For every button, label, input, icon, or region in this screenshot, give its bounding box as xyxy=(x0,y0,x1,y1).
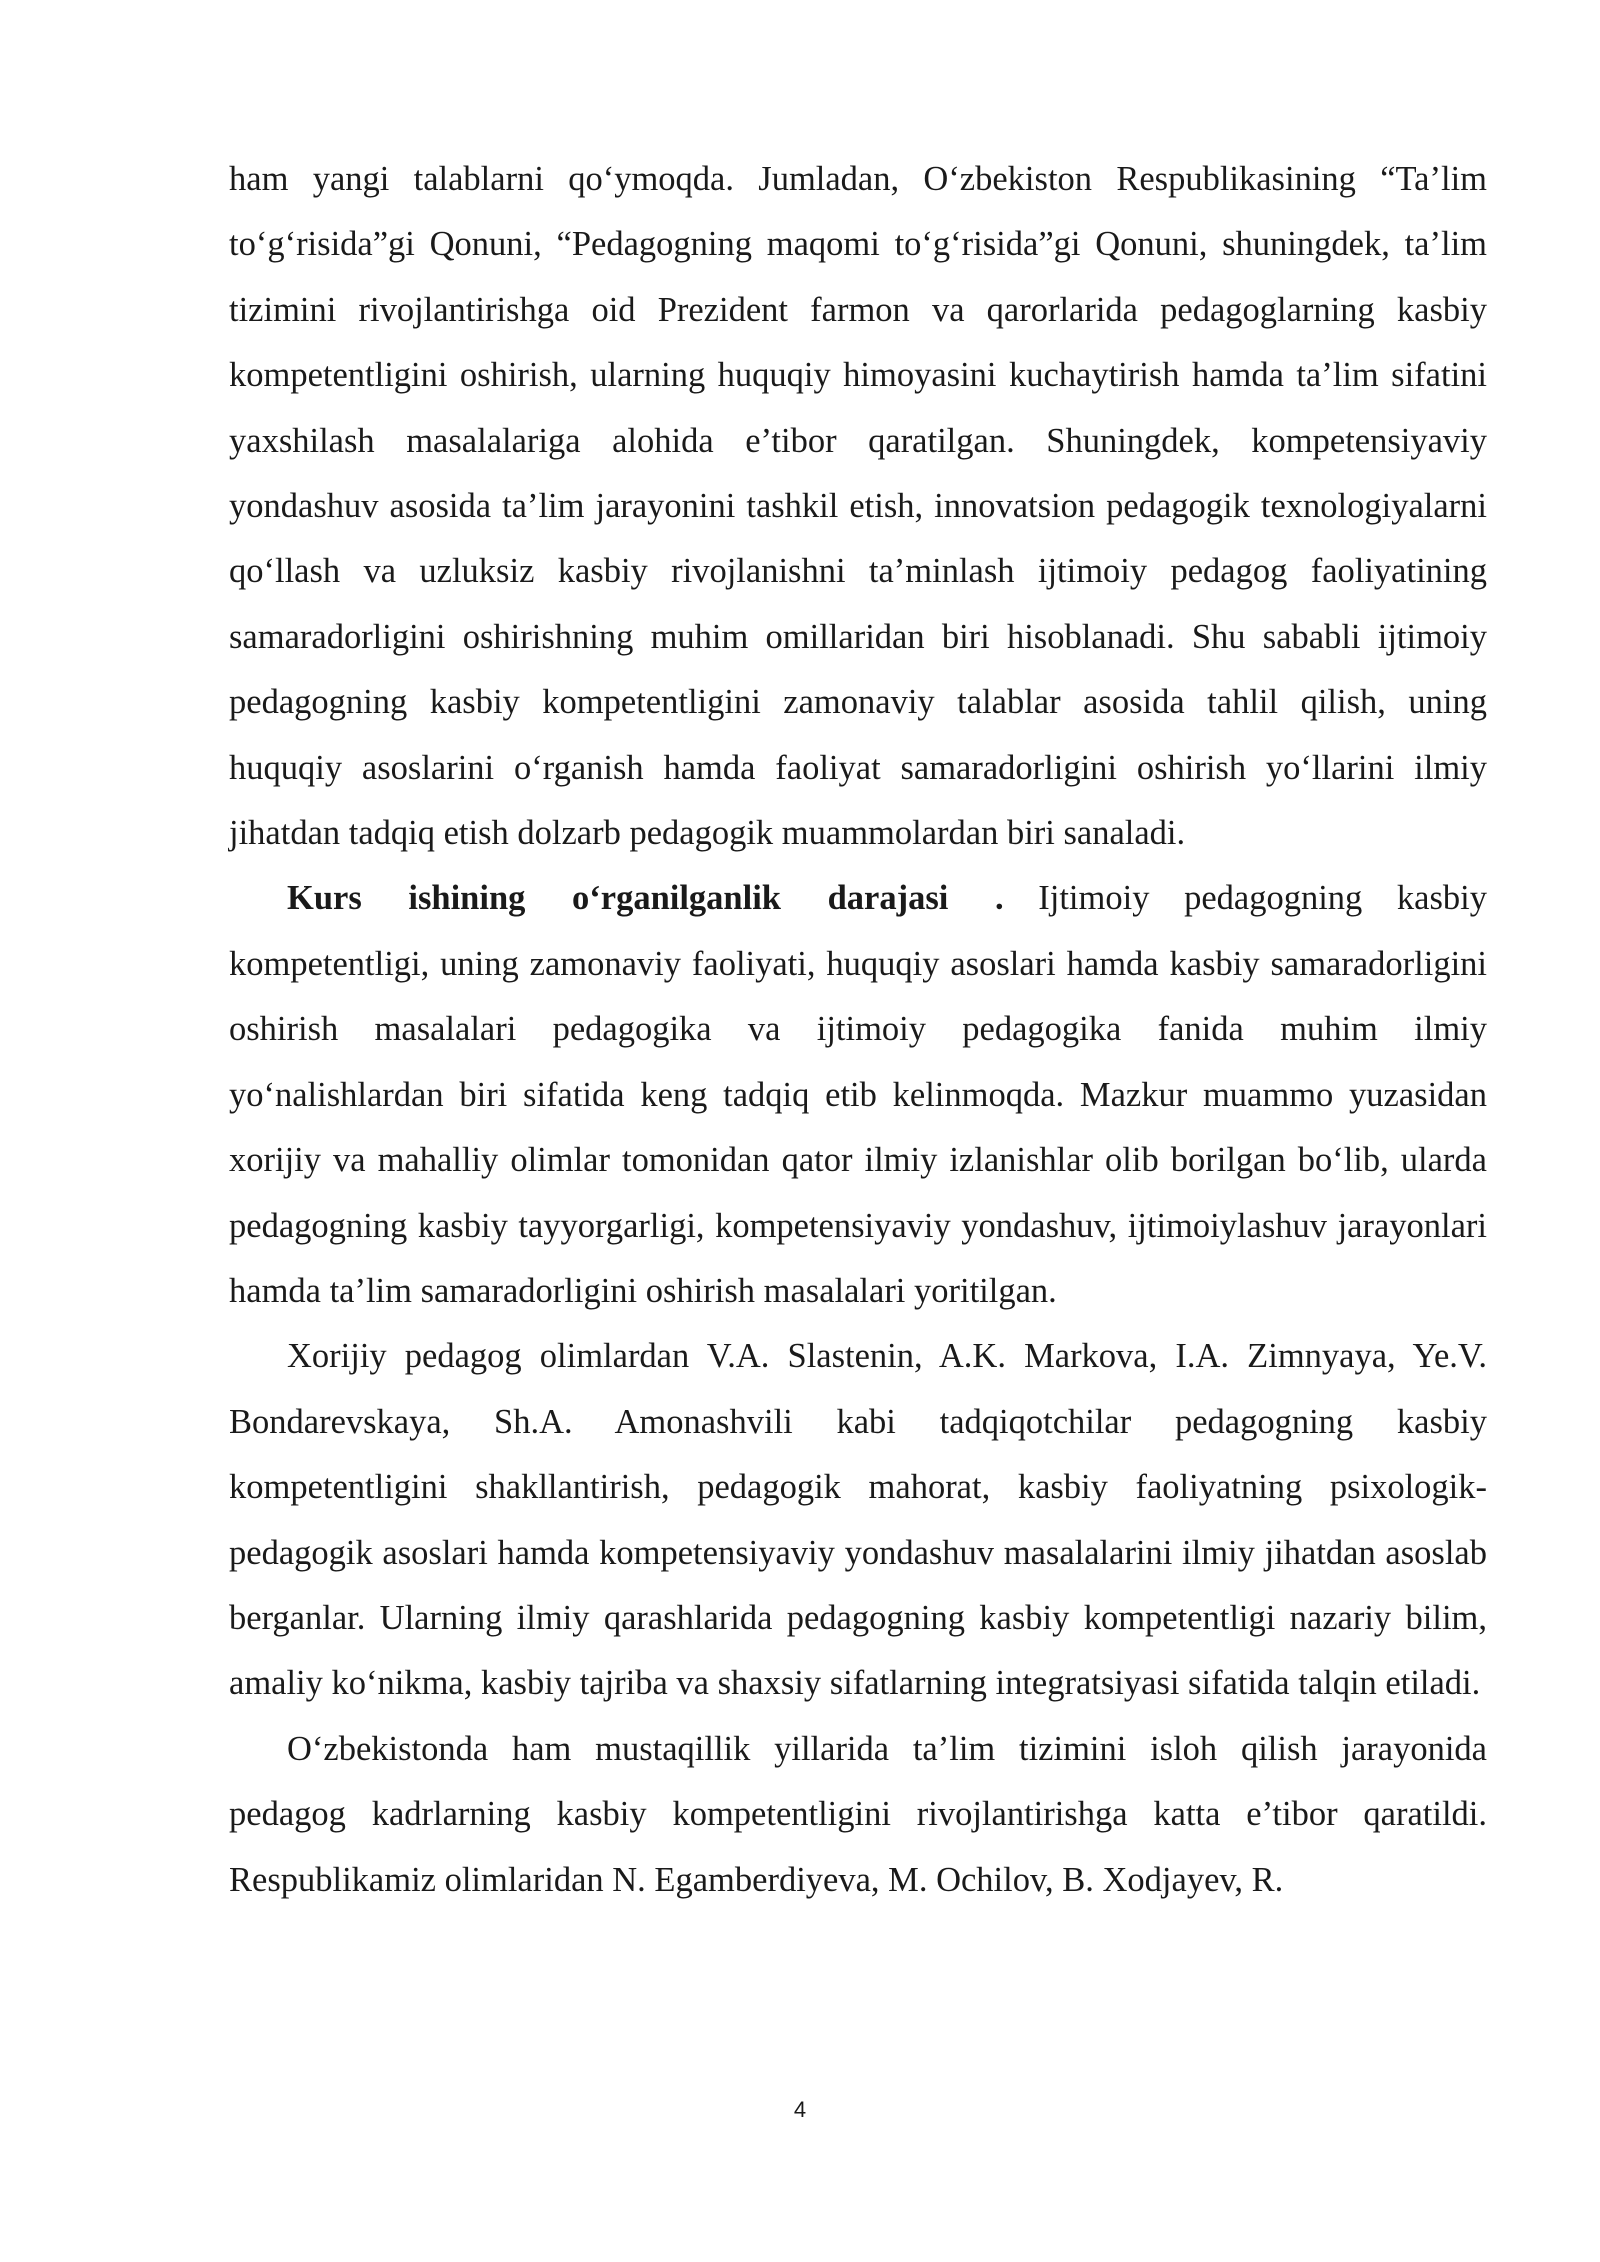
paragraph-study-level-body: Ijtimoiy pedagogning kasbiy kompetentligi, uning zamonaviy faoliyati, huquqiy asoslari hamda kasbiy samaradorligini oshirish masalalari pedagogika va ijtimoiy pedagogika fanida muhim ilmiy yo‘nalishlardan biri sifatida keng tadqiq etib kelinmoqda. Mazkur muammo yuzasidan xorijiy va mahalliy olimlar tomonidan qator ilmiy izlanishlar olib borilgan bo‘lib, ularda pedagogning kasbiy tayyorgarligi, kompetensiyaviy yondashuv, ijtimoiylashuv jarayonlari hamda ta’lim samaradorligini oshirish masalalari yoritilgan. xyxy=(229,879,1487,1310)
section-heading-inline: Kurs ishining o‘rganilganlik darajasi . xyxy=(287,879,1004,918)
document-body xyxy=(229,147,1487,1913)
paragraph-uzbek-scholars: O‘zbekistonda ham mustaqillik yillarida ta’lim tizimini isloh qilish jarayonida pedagog kadrlarning kasbiy kompetentligini rivojlantirishga katta e’tibor qaratildi. Respublikamiz olimlaridan N. Egamberdiyeva, M. Ochilov, B. Xodjayev, R. xyxy=(229,1729,1487,1899)
page-number: 4 xyxy=(793,2097,807,2122)
paragraph-foreign-scholars: Xorijiy pedagog olimlardan V.A. Slastenin, A.K. Markova, I.A. Zimnyaya, Ye.V. Bondarevskaya, Sh.A. Amonashvili kabi tadqiqotchilar pedagogning kasbiy kompetentligini shakllantirish, pedagogik mahorat, kasbiy faoliyatning psixologik-pedagogik asoslari hamda kompetensiyaviy yondashuv masalalarini ilmiy jihatdan asoslab berganlar. Ularning ilmiy qarashlarida pedagogning kasbiy kompetentligi nazariy bilim, amaliy ko‘nikma, kasbiy tajriba va shaxsiy sifatlarning integratsiyasi sifatida talqin etiladi. xyxy=(229,1337,1487,1703)
paragraph-study-level xyxy=(229,866,1487,1324)
paragraph-continuation: ham yangi talablarni qo‘ymoqda. Jumladan, O‘zbekiston Respublikasining “Ta’lim to‘g‘risida”gi Qonuni, “Pedagogning maqomi to‘g‘risida”gi Qonuni, shuningdek, ta’lim tizimini rivojlantirishga oid Prezident farmon va qarorlarida pedagoglarning kasbiy kompetentligini oshirish, ularning huquqiy himoyasini kuchaytirish hamda ta’lim sifatini yaxshilash masalalariga alohida e’tibor qaratilgan. Shuningdek, kompetensiyaviy yondashuv asosida ta’lim jarayonini tashkil etish, innovatsion pedagogik texnologiyalarni qo‘llash va uzluksiz kasbiy rivojlanishni ta’minlash ijtimoiy pedagog faoliyatining samaradorligini oshirishning muhim omillaridan biri hisoblanadi. Shu sababli ijtimoiy pedagogning kasbiy kompetentligini zamonaviy talablar asosida tahlil qilish, uning huquqiy asoslarini o‘rganish hamda faoliyat samaradorligini oshirish yo‘llarini ilmiy jihatdan tadqiq etish dolzarb pedagogik muammolardan biri sanaladi. xyxy=(229,160,1487,853)
